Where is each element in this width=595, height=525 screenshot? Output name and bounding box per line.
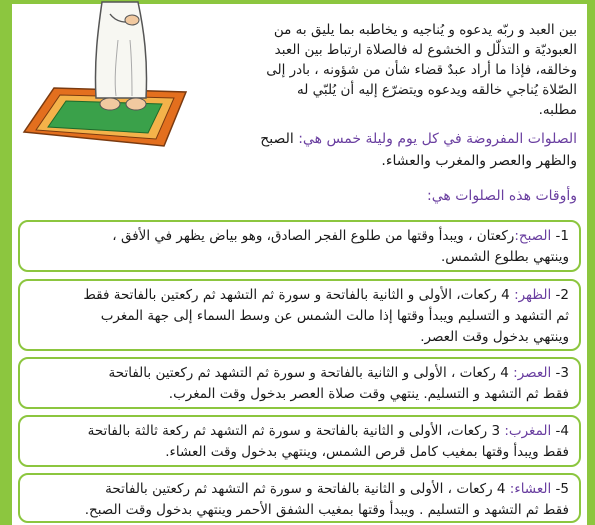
prayer-first-line — [30, 421, 569, 442]
boy-foot-left — [100, 98, 120, 110]
prayer-text: وينتهي بدخول وقت العصر. — [420, 329, 569, 345]
prayer-box-isha — [18, 473, 581, 523]
praying-boy-illustration — [14, 0, 194, 150]
obligatory-prayers-highlight: الصلوات المفروضة في كل يوم وليلة خمس هي: — [298, 131, 577, 147]
obligatory-prayers-paragraph — [196, 128, 577, 172]
prayer-text: فقط ثم التشهد و التسليم . ويبدأ وقتها بمغيب الشفق الأحمر وينتهي بدخول وقت الصبح. — [84, 502, 569, 518]
prayer-text: فقط ثم التشهد و التسليم. ينتهي وقت صلاة العصر بدخول وقت المغرب. — [168, 386, 569, 402]
boy-hand — [125, 15, 139, 25]
prayer-number: 1- — [555, 228, 569, 244]
page-frame-left — [0, 0, 12, 525]
obligatory-prayers-line2: والظهر والعصر والمغرب والعشاء. — [381, 153, 577, 169]
prayer-text: وينتهي بطلوع الشمس. — [440, 249, 569, 265]
intro-line: الصّلاة يُناجي خالقه ويدعوه ويتضرّع إليه أن يُلبّي له — [297, 82, 577, 98]
intro-line: العبوديّة و التذلّل و الخشوع له فالصلاة ارتباط بين العبد — [274, 42, 577, 58]
prayer-box-dhuhr — [18, 279, 581, 351]
prayer-box-asr — [18, 357, 581, 409]
prayer-number: 3- — [555, 365, 569, 381]
boy-foot-right — [126, 98, 146, 110]
prayer-box-maghrib — [18, 415, 581, 467]
page-frame-right — [587, 0, 595, 525]
intro-line: وخالقه، فإذا ما أراد عبدٌ قضاء شأن من شؤونه ، بادر إلى — [266, 62, 577, 78]
prayer-times-heading: وأوقات هذه الصلوات هي: — [427, 188, 577, 204]
prayer-name: الظهر: — [514, 287, 552, 303]
prayer-text: 4 ركعات ، الأولى و الثانية بالفاتحة و سورة ثم التشهد ثم ركعتين بالفاتحة — [105, 481, 510, 497]
prayer-text: فقط ويبدأ وقتها بمغيب كامل قرص الشمس، وينتهي بدخول وقت العشاء. — [165, 444, 569, 460]
prayer-text: ثم التشهد و التسليم ويبدأ وقتها إذا مالت الشمس عن وسط السماء إلى جهة المغرب — [100, 308, 569, 324]
intro-line: مطلبه. — [538, 102, 577, 118]
prayer-number: 4- — [555, 423, 569, 439]
prayer-text: 4 ركعات ، الأولى و الثانية بالفاتحة و سورة ثم التشهد ثم ركعتين بالفاتحة — [108, 365, 514, 381]
prayer-first-line — [30, 285, 569, 306]
prayer-first-line — [30, 479, 569, 500]
prayer-name: العصر: — [513, 365, 552, 381]
intro-line: بين العبد و ربّه يدعوه و يُناجيه و يخاطبه بما يليق به من — [273, 22, 577, 38]
prayer-first-line — [30, 226, 569, 247]
prayer-number: 5- — [555, 481, 569, 497]
prayer-text: 4 ركعات، الأولى و الثانية بالفاتحة و سورة ثم التشهد ثم ركعتين بالفاتحة فقط — [83, 287, 515, 303]
intro-paragraph — [196, 0, 577, 120]
prayer-text: ركعتان ، ويبدأ وقتها من طلوع الفجر الصادق، وهو بياض يظهر في الأفق ، — [112, 228, 515, 244]
obligatory-prayers-line1: الصبح — [260, 131, 299, 147]
prayer-number: 2- — [555, 287, 569, 303]
prayer-text: 3 ركعات، الأولى و الثانية بالفاتحة و سورة ثم التشهد ثم ركعة ثالثة بالفاتحة — [87, 423, 505, 439]
prayer-box-fajr — [18, 220, 581, 272]
prayer-first-line — [30, 363, 569, 384]
prayer-name: الصبح: — [514, 228, 552, 244]
prayer-name: العشاء: — [509, 481, 552, 497]
prayer-name: المغرب: — [504, 423, 552, 439]
boy-robe — [95, 2, 146, 98]
